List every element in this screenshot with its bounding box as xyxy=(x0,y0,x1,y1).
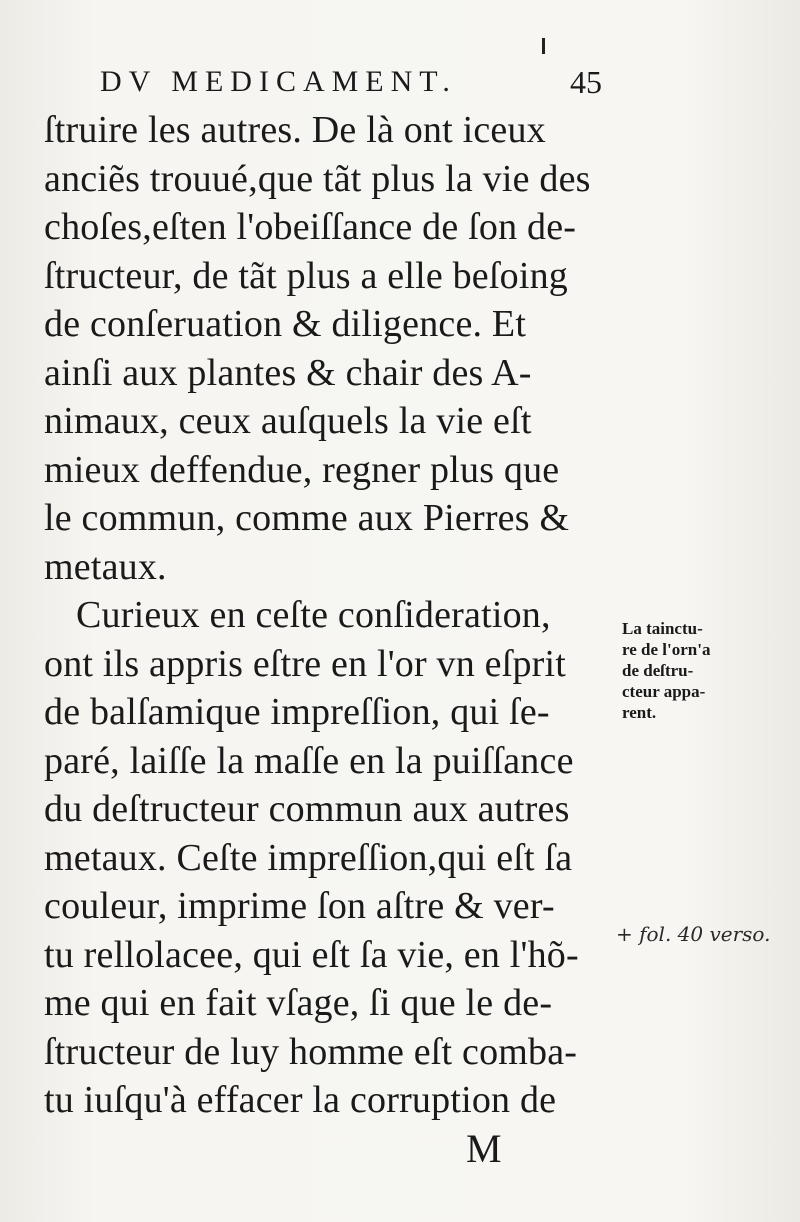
margin-note-line: re de l'orn'a xyxy=(622,640,711,659)
text-line: anciẽs trouué,que tãt plus la vie des xyxy=(44,157,591,200)
text-line: de balſamique impreſſion, qui ſe- xyxy=(44,691,550,733)
text-line: ſtructeur de luy homme eſt comba- xyxy=(44,1030,578,1073)
margin-note-line: La tainctu- xyxy=(622,619,703,638)
text-line: metaux. xyxy=(44,545,167,588)
text-line: tu rellolacee, qui eſt ſa vie, en l'hõ- xyxy=(44,933,579,976)
text-line: tu iuſqu'à effacer la corruption de xyxy=(44,1079,557,1121)
text-line: ſtruire les autres. De là ont iceux xyxy=(44,109,546,151)
text-line: ainſi aux plantes & chair des A- xyxy=(44,351,532,394)
catchword: M xyxy=(466,1126,502,1171)
text-line: ſtructeur, de tãt plus a elle beſoing xyxy=(44,254,568,297)
text-line: ont ils appris eſtre en l'or vn eſprit xyxy=(44,642,567,685)
text-line: du deſtructeur commun aux autres xyxy=(44,788,570,830)
running-title: DV MEDICAMENT. xyxy=(100,65,457,98)
text-line: le commun, comme aux Pierres & xyxy=(44,497,570,539)
main-text-block xyxy=(44,106,624,1125)
text-line: couleur, imprime ſon aſtre & ver- xyxy=(44,885,555,927)
text-line: nimaux, ceux auſquels la vie eſt xyxy=(44,400,532,442)
text-line: de conſeruation & diligence. Et xyxy=(44,303,527,345)
text-line: me qui en fait vſage, ſi que le de- xyxy=(44,982,553,1024)
text-line: paré, laiſſe la maſſe en la puiſſance xyxy=(44,739,574,782)
page-number: 45 xyxy=(570,64,602,100)
ink-mark xyxy=(542,38,545,54)
text-line: metaux. Ceſte impreſſion,qui eſt ſa xyxy=(44,836,573,879)
text-line: mieux deffendue, regner plus que xyxy=(44,448,560,491)
printed-margin-note xyxy=(622,618,762,723)
margin-note-line: rent. xyxy=(622,703,657,722)
text-line-paragraph-start: Curieux en ceſte conſideration, xyxy=(76,594,551,636)
handwritten-annotation: + fol. 40 verso. xyxy=(616,922,771,946)
margin-note-line: de deſtru- xyxy=(622,661,694,680)
margin-note-line: cteur appa- xyxy=(622,682,706,701)
text-line: choſes,eſten l'obeiſſance de ſon de- xyxy=(44,206,577,248)
